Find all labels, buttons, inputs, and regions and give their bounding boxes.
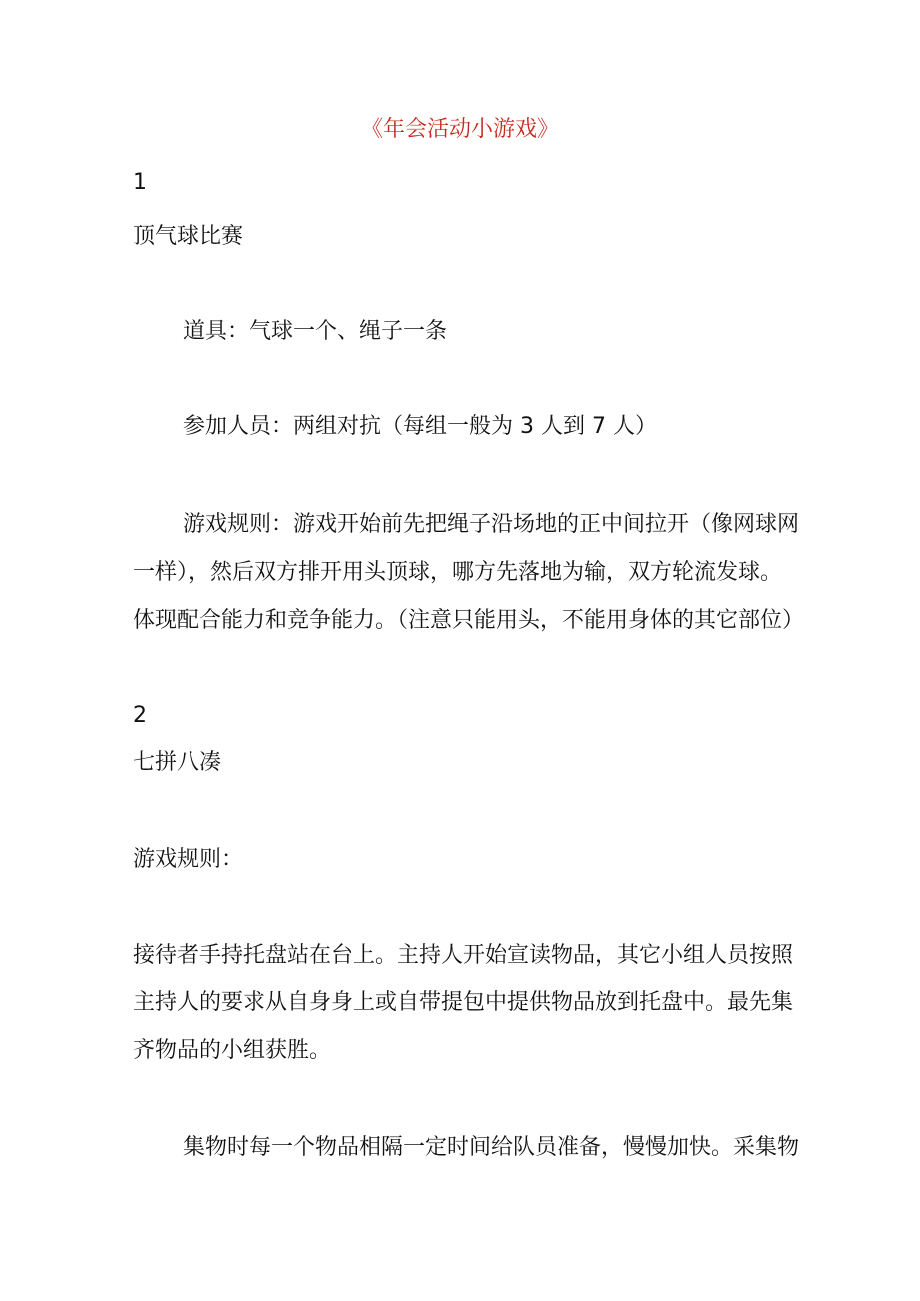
section-2-paragraph-1-line-2: 主持人的要求从自身身上或自带提包中提供物品放到托盘中。最先集 (133, 990, 794, 1015)
section-1-heading: 顶气球比赛 (133, 224, 244, 249)
section-2-rules-label: 游戏规则： (133, 847, 244, 872)
section-1-rules-line-3: 体现配合能力和竞争能力。（注意只能用头，不能用身体的其它部位） (133, 608, 805, 633)
section-1-props: 道具：气球一个、绳子一条 (183, 319, 448, 344)
section-1-rules-line-2: 一样），然后双方排开用头顶球，哪方先落地为输，双方轮流发球。 (133, 560, 783, 585)
section-2-heading: 七拼八凑 (133, 750, 222, 775)
section-2-paragraph-2-line-1: 集物时每一个物品相隔一定时间给队员准备，慢慢加快。采集物 (183, 1135, 800, 1160)
section-2-paragraph-1-line-3: 齐物品的小组获胜。 (133, 1038, 332, 1063)
section-1-rules-line-1: 游戏规则：游戏开始前先把绳子沿场地的正中间拉开（像网球网 (183, 512, 800, 537)
section-2-paragraph-1-line-1: 接待者手持托盘站在台上。主持人开始宣读物品，其它小组人员按照 (133, 943, 794, 968)
section-1-number: 1 (133, 170, 147, 195)
document-title: 《年会活动小游戏》 (360, 117, 559, 142)
section-2-number: 2 (133, 703, 147, 728)
section-1-participants: 参加人员：两组对抗（每组一般为 3 人到 7 人） (183, 414, 657, 439)
